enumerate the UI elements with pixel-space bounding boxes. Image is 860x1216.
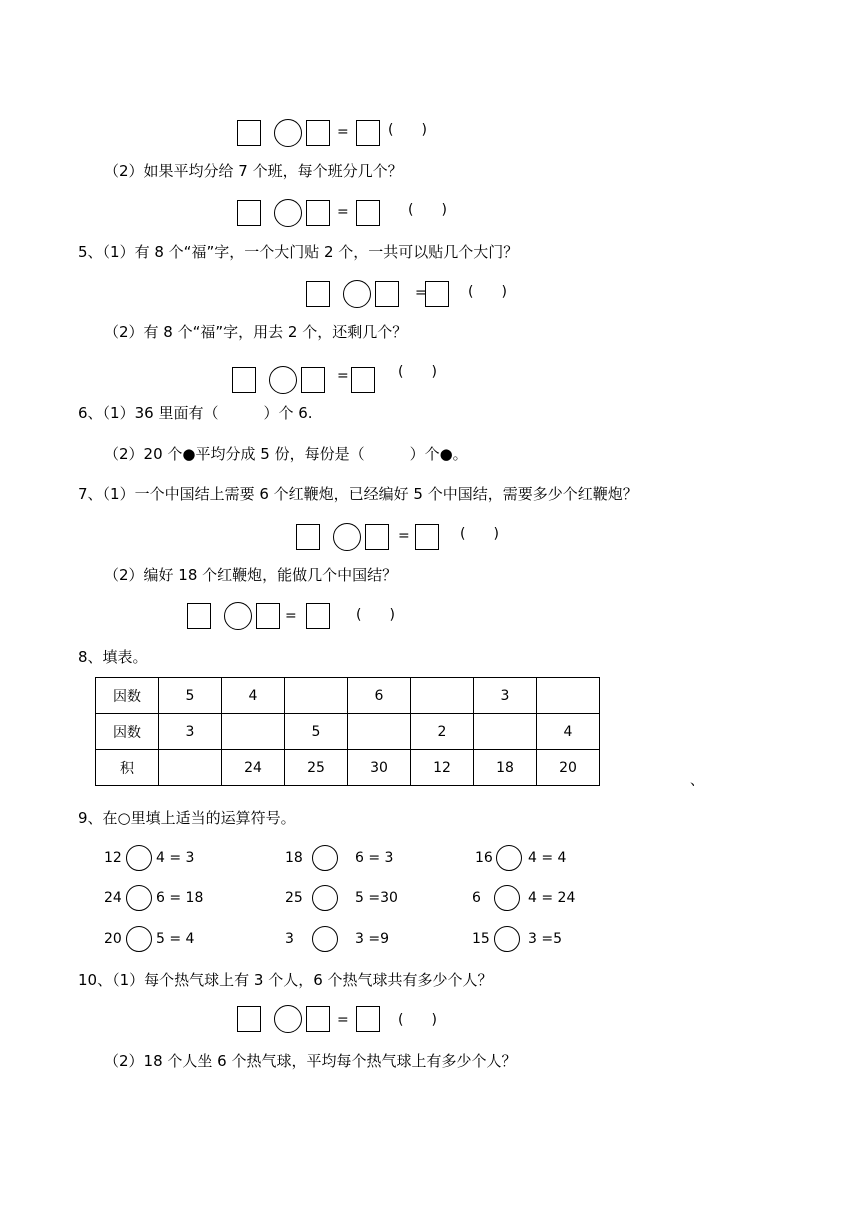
- table-row: [96, 678, 600, 714]
- unit-paren: ( ): [468, 284, 507, 300]
- table-cell[interactable]: [285, 678, 348, 714]
- question-10-part-2: （2）18 个人坐 6 个热气球，平均每个热气球上有多少个人？: [104, 1052, 517, 1070]
- operand-right: 5 = 4: [156, 931, 195, 947]
- operator-circle[interactable]: [274, 199, 302, 227]
- equals-sign: =: [337, 124, 349, 140]
- answer-box[interactable]: [425, 281, 449, 307]
- operand-left: 6: [472, 890, 481, 906]
- table-cell: 6: [348, 678, 411, 714]
- operator-circle[interactable]: [126, 845, 152, 871]
- equals-sign: =: [415, 285, 427, 301]
- factor-product-table: [95, 677, 600, 786]
- table-row: [96, 750, 600, 786]
- table-cell[interactable]: [474, 714, 537, 750]
- operand-right: 6 = 3: [355, 850, 394, 866]
- table-cell: 5: [159, 678, 222, 714]
- answer-box[interactable]: [356, 1006, 380, 1032]
- answer-box[interactable]: [306, 1006, 330, 1032]
- operand-right: 5 =30: [355, 890, 398, 906]
- answer-box[interactable]: [256, 603, 280, 629]
- row-header-cell: 积: [96, 750, 159, 786]
- operator-circle[interactable]: [224, 602, 252, 630]
- question-9-title: 9、在○里填上适当的运算符号。: [78, 809, 296, 827]
- question-10-part-1: 10、（1）每个热气球上有 3 个人，6 个热气球共有多少个人？: [78, 971, 493, 989]
- table-cell: 30: [348, 750, 411, 786]
- table-cell: 12: [411, 750, 474, 786]
- operand-left: 20: [104, 931, 122, 947]
- answer-box[interactable]: [375, 281, 399, 307]
- operand-left: 18: [285, 850, 303, 866]
- operator-circle[interactable]: [269, 366, 297, 394]
- table-cell: 5: [285, 714, 348, 750]
- table-cell: 18: [474, 750, 537, 786]
- unit-paren: ( ): [356, 607, 395, 623]
- question-6-part-2: （2）20 个●平均分成 5 份，每份是（ ）个●。: [104, 445, 468, 463]
- stray-mark: 、: [690, 773, 704, 789]
- operand-left: 12: [104, 850, 122, 866]
- equals-sign: =: [285, 608, 297, 624]
- operator-circle[interactable]: [126, 926, 152, 952]
- answer-box[interactable]: [306, 200, 330, 226]
- answer-box[interactable]: [356, 200, 380, 226]
- table-cell: 3: [159, 714, 222, 750]
- operand-left: 15: [472, 931, 490, 947]
- table-cell: 4: [222, 678, 285, 714]
- unit-paren: ( ): [398, 364, 437, 380]
- answer-box[interactable]: [306, 281, 330, 307]
- row-header-cell: 因数: [96, 678, 159, 714]
- answer-box[interactable]: [351, 367, 375, 393]
- operand-right: 3 =9: [355, 931, 389, 947]
- operand-right: 6 = 18: [156, 890, 204, 906]
- operator-circle[interactable]: [494, 885, 520, 911]
- operand-right: 3 =5: [528, 931, 562, 947]
- answer-box[interactable]: [232, 367, 256, 393]
- answer-box[interactable]: [301, 367, 325, 393]
- answer-box[interactable]: [306, 603, 330, 629]
- table-cell: 24: [222, 750, 285, 786]
- table-cell: 3: [474, 678, 537, 714]
- operator-circle[interactable]: [333, 523, 361, 551]
- operand-left: 24: [104, 890, 122, 906]
- operator-circle[interactable]: [494, 926, 520, 952]
- operator-circle[interactable]: [274, 119, 302, 147]
- operator-circle[interactable]: [343, 280, 371, 308]
- question-4-part-2: （2）如果平均分给 7 个班，每个班分几个？: [104, 162, 403, 180]
- operator-circle[interactable]: [274, 1005, 302, 1033]
- operator-circle[interactable]: [312, 885, 338, 911]
- unit-paren: ( ): [388, 122, 427, 138]
- operand-right: 4 = 3: [156, 850, 195, 866]
- answer-box[interactable]: [296, 524, 320, 550]
- answer-box[interactable]: [237, 200, 261, 226]
- table-cell[interactable]: [222, 714, 285, 750]
- operand-left: 16: [475, 850, 493, 866]
- equals-sign: =: [337, 204, 349, 220]
- question-5-part-1: 5、（1）有 8 个“福”字，一个大门贴 2 个，一共可以贴几个大门？: [78, 243, 519, 261]
- answer-box[interactable]: [365, 524, 389, 550]
- operator-circle[interactable]: [312, 845, 338, 871]
- operand-left: 3: [285, 931, 294, 947]
- operand-right: 4 = 4: [528, 850, 567, 866]
- table-cell[interactable]: [159, 750, 222, 786]
- table-cell: 4: [537, 714, 600, 750]
- answer-box[interactable]: [237, 120, 261, 146]
- table-cell: 25: [285, 750, 348, 786]
- operator-circle[interactable]: [312, 926, 338, 952]
- equals-sign: =: [398, 528, 410, 544]
- operand-left: 25: [285, 890, 303, 906]
- table-cell: 2: [411, 714, 474, 750]
- question-8-title: 8、填表。: [78, 648, 148, 666]
- row-header-cell: 因数: [96, 714, 159, 750]
- question-6-part-1: 6、（1）36 里面有（ ）个 6.: [78, 404, 313, 422]
- equals-sign: =: [337, 1012, 349, 1028]
- table-cell[interactable]: [537, 678, 600, 714]
- operator-circle[interactable]: [126, 885, 152, 911]
- operand-right: 4 = 24: [528, 890, 576, 906]
- question-5-part-2: （2）有 8 个“福”字，用去 2 个，还剩几个？: [104, 323, 408, 341]
- table-cell[interactable]: [411, 678, 474, 714]
- answer-box[interactable]: [306, 120, 330, 146]
- table-cell: 20: [537, 750, 600, 786]
- table-cell[interactable]: [348, 714, 411, 750]
- unit-paren: ( ): [460, 526, 499, 542]
- unit-paren: ( ): [408, 202, 447, 218]
- table-row: [96, 714, 600, 750]
- equals-sign: =: [337, 368, 349, 384]
- question-7-part-2: （2）编好 18 个红鞭炮，能做几个中国结？: [104, 566, 398, 584]
- operator-circle[interactable]: [496, 845, 522, 871]
- answer-box[interactable]: [237, 1006, 261, 1032]
- unit-paren: ( ): [398, 1012, 437, 1028]
- answer-box[interactable]: [187, 603, 211, 629]
- answer-box[interactable]: [356, 120, 380, 146]
- answer-box[interactable]: [415, 524, 439, 550]
- question-7-part-1: 7、（1）一个中国结上需要 6 个红鞭炮，已经编好 5 个中国结，需要多少个红鞭炮？: [78, 485, 638, 503]
